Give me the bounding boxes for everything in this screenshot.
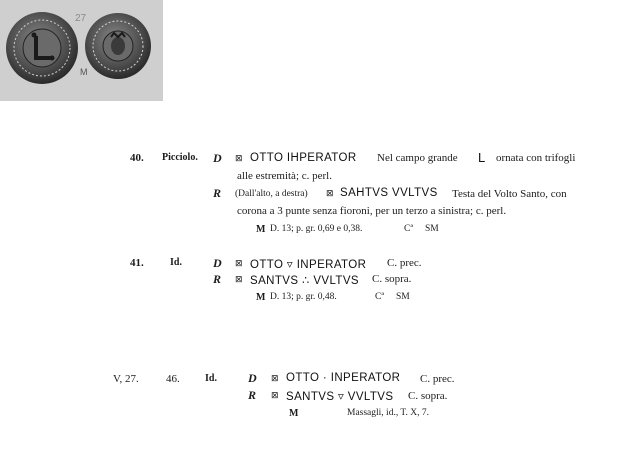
obverse-side-mark: D — [213, 256, 222, 270]
obverse-legend: OTTO ▿ INPERATOR — [250, 259, 367, 271]
obverse-side-mark: D — [213, 151, 222, 165]
cross-icon: ⊠ — [271, 391, 279, 401]
reverse-legend: SANTVS ▿ VVLTVS — [286, 391, 394, 403]
obverse-description: C. prec. — [387, 257, 422, 269]
entry-number: 46. — [166, 373, 180, 385]
reverse-description: C. sopra. — [372, 273, 412, 285]
obverse-coin — [6, 12, 78, 84]
obverse-legend: OTTO · INPERATOR — [286, 372, 401, 384]
reverse-coin — [85, 13, 151, 79]
denomination: Picciolo. — [162, 152, 198, 163]
cross-icon: ⊠ — [271, 374, 279, 384]
source-reference: Massagli, id., T. X, 7. — [347, 408, 429, 418]
entry-number: 41. — [130, 257, 144, 269]
field-letter: L — [478, 150, 486, 165]
weight-details: D. 13; p. gr. 0,48. — [270, 292, 337, 302]
reverse-side-mark: R — [213, 272, 222, 286]
cross-icon: ⊠ — [326, 189, 334, 199]
reverse-description: C. sopra. — [408, 390, 448, 402]
reverse-legend: SANTVS ∴ VVLTVS — [250, 275, 359, 287]
collection-abbr: Cª — [375, 292, 384, 302]
cross-icon: ⊠ — [235, 259, 243, 269]
denomination: Id. — [205, 373, 217, 384]
obverse-continuation: alle estremità; c. perl. — [237, 170, 332, 182]
obverse-description: Nel campo grande — [377, 152, 458, 164]
metal-mark: M — [289, 408, 299, 419]
obverse-side-mark: D — [248, 371, 257, 385]
obverse-description-cont: ornata con trifogli — [496, 152, 576, 164]
obverse-legend: OTTO IHPERATOR — [250, 152, 357, 164]
collection-abbr: Cª — [404, 224, 413, 234]
entry-number: 40. — [130, 152, 144, 164]
collection-name: SM — [425, 224, 439, 234]
coin-plate-photo — [0, 0, 163, 101]
reverse-side-mark: R — [248, 388, 257, 402]
reverse-description: Testa del Volto Santo, con — [452, 188, 567, 200]
volume-reference: V, 27. — [113, 373, 139, 385]
cross-icon: ⊠ — [235, 275, 243, 285]
cross-icon: ⊠ — [235, 154, 243, 164]
reverse-note: (Dall'alto, a destra) — [235, 189, 308, 199]
reverse-continuation: corona a 3 punte senza fioroni, per un terzo a sinistra; c. perl. — [237, 205, 507, 217]
reverse-side-mark: R — [213, 186, 222, 200]
weight-details: D. 13; p. gr. 0,69 e 0,38. — [270, 224, 363, 234]
plate-mint-mark: M — [80, 67, 88, 77]
obverse-description: C. prec. — [420, 373, 455, 385]
collection-name: SM — [396, 292, 410, 302]
plate-number: 27 — [75, 13, 87, 24]
metal-mark: M — [256, 292, 266, 303]
denomination: Id. — [170, 257, 182, 268]
metal-mark: M — [256, 224, 266, 235]
reverse-legend: SAHTVS VVLTVS — [340, 187, 438, 199]
